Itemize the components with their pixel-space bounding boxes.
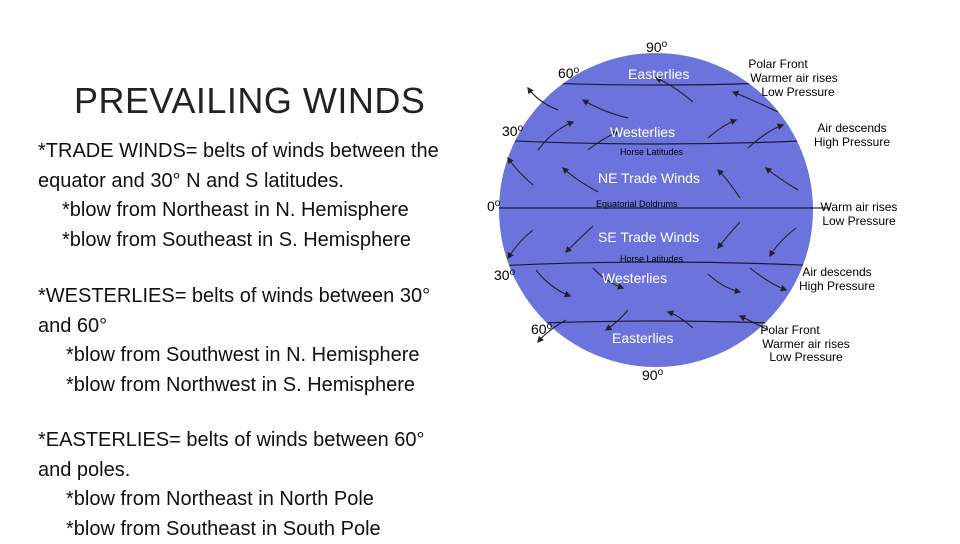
trade-winds-definition-cont: equator and 30° N and S latitudes. xyxy=(38,167,439,197)
band-label-se-trade-winds: SE Trade Winds xyxy=(598,229,699,245)
easterlies-north-note: *blow from Northeast in North Pole xyxy=(38,485,425,515)
easterlies-south-note: *blow from Southeast in South Pole xyxy=(38,515,425,544)
eq-warm-air-rises: Warm air rises xyxy=(821,200,898,214)
trade-winds-definition: *TRADE WINDS= belts of winds between the xyxy=(38,137,439,167)
s-high-pressure: High Pressure xyxy=(799,279,875,293)
n-polar-front: Polar Front xyxy=(748,57,808,71)
lat-label-60n: 60$^o$ xyxy=(558,65,580,81)
westerlies-section xyxy=(38,282,430,400)
band-label-s-westerlies: Westerlies xyxy=(602,270,667,286)
band-label-s-horse-latitudes: Horse Latitudes xyxy=(620,254,684,264)
westerlies-north-note: *blow from Southwest in N. Hemisphere xyxy=(38,341,430,371)
lat-label-60s: 60$^o$ xyxy=(531,321,553,337)
lat-label-30n: 30$^o$ xyxy=(502,123,524,139)
westerlies-definition: *WESTERLIES= belts of winds between 30° xyxy=(38,282,430,312)
n-air-descends: Air descends xyxy=(817,121,886,135)
lat-label-equator: 0$^o$ xyxy=(487,198,501,214)
band-label-n-westerlies: Westerlies xyxy=(610,124,675,140)
prevailing-winds-diagram xyxy=(478,30,960,390)
n-high-pressure: High Pressure xyxy=(814,135,890,149)
easterlies-section xyxy=(38,426,425,544)
trade-winds-south-note: *blow from Southeast in S. Hemisphere xyxy=(38,226,439,256)
s-polar-low-pressure: Low Pressure xyxy=(769,350,843,364)
globe xyxy=(499,53,813,367)
band-label-doldrums: Equatorial Doldrums xyxy=(596,199,678,209)
lat-label-30s: 30$^o$ xyxy=(494,267,516,283)
n-polar-low-pressure: Low Pressure xyxy=(761,85,835,99)
trade-winds-section xyxy=(38,137,439,255)
eq-low-pressure: Low Pressure xyxy=(822,214,896,228)
band-label-ne-trade-winds: NE Trade Winds xyxy=(598,170,700,186)
easterlies-definition: *EASTERLIES= belts of winds between 60° xyxy=(38,426,425,456)
trade-winds-north-note: *blow from Northeast in N. Hemisphere xyxy=(38,196,439,226)
slide-title: PREVAILING WINDS xyxy=(74,80,425,122)
lat-label-90n: 90$^o$ xyxy=(646,39,668,55)
n-polar-warm-air: Warmer air rises xyxy=(750,71,838,85)
lat-label-90s: 90$^o$ xyxy=(642,367,664,383)
s-polar-front: Polar Front xyxy=(760,323,820,337)
westerlies-definition-cont: and 60° xyxy=(38,312,430,342)
band-label-n-easterlies: Easterlies xyxy=(628,66,689,82)
s-polar-warm-air: Warmer air rises xyxy=(762,337,850,351)
easterlies-definition-cont: and poles. xyxy=(38,456,425,486)
s-air-descends: Air descends xyxy=(802,265,871,279)
band-label-n-horse-latitudes: Horse Latitudes xyxy=(620,147,684,157)
band-label-s-easterlies: Easterlies xyxy=(612,330,673,346)
globe-svg xyxy=(478,30,960,390)
westerlies-south-note: *blow from Northwest in S. Hemisphere xyxy=(38,371,430,401)
